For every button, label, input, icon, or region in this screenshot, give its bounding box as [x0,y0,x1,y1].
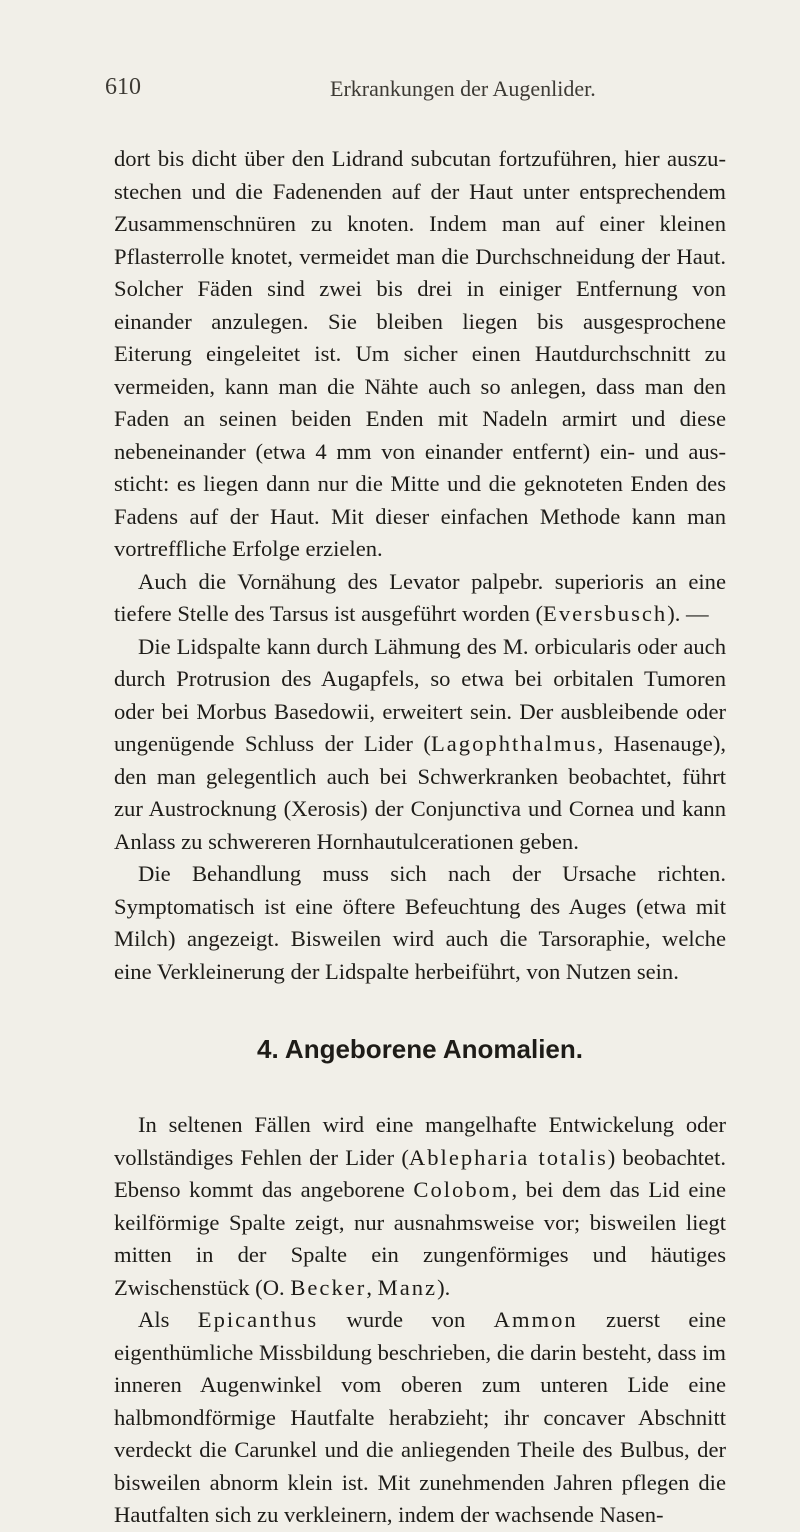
paragraph-p1 [114,143,726,566]
section-heading: 4. Angeborene Anomalien. [256,1034,583,1064]
emphasized-term: Manz [377,1274,438,1300]
text-run: zuerst eine eigenthümliche Missbildung beschrieben, die darin besteht, dass im inneren Augenwinkel vom oberen zum unteren Lide eine halbmondförmige Hautfalte herabzieht; ihr concaver Abschnitt verdeckt die Carunkel und die anliegenden Theile des Bulbus, der bisweilen abnorm klein ist. Mit zunehmenden Jahren pflegen die Hautfalten sich zu verkleinern, indem der wachsende Nasen- [114,1307,726,1527]
text-run: In seltenen Fällen wird eine mangelhafte Entwickelung oder vollständiges Fehlen der Lider ( [114,1112,726,1170]
text-run: , [366,1274,378,1300]
emphasized-term: Epicanthus [197,1307,319,1332]
emphasized-term: Ammon [493,1307,578,1332]
paragraphs-before-heading [114,143,726,988]
paragraphs-after-heading [114,1109,726,1532]
text-run: , Hasenauge), den man gelegentlich auch bei Schwerkranken beobachtet, führt zur Austrocknung (Xerosis) der Conjunctiva und Cornea und kann Anlass zu schwereren Hornhautulcerationen geben. [114,731,727,854]
text-run: Die Behandlung muss sich nach der Ursache richten. Symptomatisch ist eine öftere Befeuchtung des Auges (etwa mit Milch) angezeigt. Bisweilen wird auch die Tarsoraphie, welche eine Verkleinerung der Lidspalte herbeiführt, von Nutzen sein. [114,861,726,984]
text-run: dort bis dicht über den Lidrand subcutan fortzuführen, hier auszustechen und die Fadenenden auf der Haut unter entsprechendem Zusammenschnüren zu knoten. Indem man auf einer kleinen Pflasterrolle knotet, vermeidet man die Durchschneidung der Haut. Solcher Fäden sind zwei bis drei in einiger Entfernung von einander anzulegen. Sie bleiben liegen bis ausgesprochene Eiterung eingeleitet ist. Um sicher einen Hautdurchschnitt zu vermeiden, kann man die Nähte auch so anlegen, dass man den Faden an seinen beiden Enden mit Nadeln armirt und diese nebeneinander (etwa 4 mm von einander entfernt) ein- und aussticht: es liegen dann nur die Mitte und die geknoteten Enden des Fadens auf der Haut. Mit dieser einfachen Methode kann man vortreffliche Erfolge erzielen. [114,146,726,561]
emphasized-term: Eversbusch [543,601,668,626]
emphasized-term: Lagophthalmus [430,731,598,756]
emphasized-term: Becker [290,1274,367,1300]
paragraph-p6 [114,1304,726,1532]
text-run: ). — [667,601,709,626]
text-run: Die Lidspalte kann durch Lähmung des M. orbicularis oder auch durch Protrusion des Augapfels, so etwa bei orbitalen Tumoren oder bei Morbus Basedowii, erweitert sein. Der ausbleibende oder ungenügende Schluss der Lider ( [114,633,726,756]
page-number: 610 [105,74,141,100]
text-run: ). [437,1274,451,1300]
text-run: Auch die Vornähung des Levator palpebr. superioris an eine tiefere Stelle des Tarsus ist ausgeführt worden ( [114,568,726,626]
paragraph-p4 [114,858,726,988]
text-run: ) beobachtet. Ebenso kommt das angeborene [114,1144,726,1202]
text-run: , bei dem das Lid eine keilförmige Spalte zeigt, nur ausnahmsweise vor; bisweilen liegt mitten in der Spalte ein zungenförmiges und häutiges Zwischenstück (O. [114,1177,726,1300]
paragraph-p2 [114,566,726,631]
paragraph-p3 [114,631,726,859]
paragraph-p5 [114,1109,726,1304]
text-run: wurde von [318,1307,494,1332]
text-run: Als [138,1307,198,1332]
emphasized-term: Ablepharia totalis [408,1144,608,1170]
body-text [114,143,726,1532]
running-head: Erkrankungen der Augenlider. [330,76,596,101]
emphasized-term: Colobom [413,1177,512,1202]
page-header [105,74,725,108]
